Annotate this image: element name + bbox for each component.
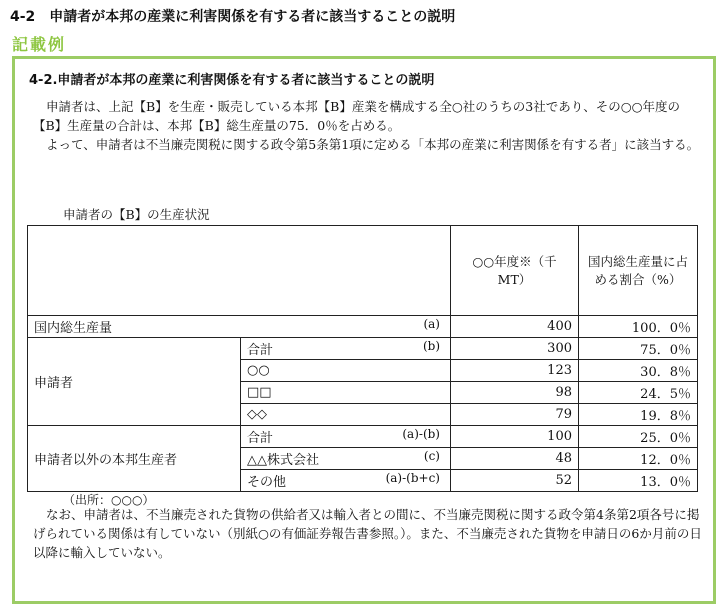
row-category-applicants: 申請者 bbox=[28, 338, 241, 426]
example-label: 記載例 bbox=[12, 35, 67, 54]
row-label-total bbox=[28, 316, 451, 338]
row-pct: 19．8％ bbox=[579, 404, 698, 426]
row-mark: (c) bbox=[423, 449, 440, 463]
row-category: 国内総生産量 bbox=[34, 321, 113, 336]
row-value: 79 bbox=[451, 404, 579, 426]
row-mark: (b) bbox=[422, 339, 440, 353]
row-sub bbox=[241, 448, 451, 470]
row-pct: 30．8％ bbox=[579, 360, 698, 382]
row-sub bbox=[241, 426, 451, 448]
row-value: 100 bbox=[451, 426, 579, 448]
row-sub bbox=[241, 338, 451, 360]
table-caption: 申請者の【B】の生産状況 bbox=[63, 207, 210, 222]
row-mark: (a)-(b) bbox=[402, 427, 440, 441]
example-box bbox=[12, 56, 716, 604]
row-pct: 13．0％ bbox=[579, 470, 698, 492]
row-value: 48 bbox=[451, 448, 579, 470]
paragraph-share: 申請者は、上記【B】を生産・販売している本邦【B】産業を構成する全○社のうちの3社であり、その○○年度の【B】生産量の合計は、本邦【B】総生産量の75．0％を占める。 bbox=[33, 99, 681, 133]
row-category-others: 申請者以外の本邦生産者 bbox=[28, 426, 241, 492]
row-pct: 100．0％ bbox=[579, 316, 698, 338]
row-sub: ○○ bbox=[241, 360, 451, 382]
table-source: （出所：○○○） bbox=[63, 493, 155, 507]
row-value: 98 bbox=[451, 382, 579, 404]
header-share: 国内総生産量に占める割合（%） bbox=[579, 226, 698, 316]
row-sub-label: △△株式会社 bbox=[247, 453, 319, 468]
row-value: 123 bbox=[451, 360, 579, 382]
paragraph-conclusion: よって、申請者は不当廉売関税に関する政令第5条第1項に定める「本邦の産業に利害関係を有する者」に該当する。 bbox=[46, 137, 700, 152]
row-value: 300 bbox=[451, 338, 579, 360]
row-sub-label: その他 bbox=[247, 475, 287, 490]
row-value: 52 bbox=[451, 470, 579, 492]
paragraph-relationship: なお、申請者は、不当廉売された貨物の供給者又は輸入者との間に、不当廉売関税に関する政令第4条第2項各号に掲げられている関係は有していない（別紙○の有価証券報告書参照。）。また、不当廉売された貨物を申請日の6か月前の日以降に輸入していない。 bbox=[33, 507, 702, 560]
row-pct: 25．0％ bbox=[579, 426, 698, 448]
row-sub: ◇◇ bbox=[241, 404, 451, 426]
table-header-row bbox=[28, 226, 698, 316]
row-sub: □□ bbox=[241, 382, 451, 404]
row-pct: 75．0％ bbox=[579, 338, 698, 360]
header-year: ○○年度※（千 MT） bbox=[451, 226, 579, 316]
row-pct: 24．5％ bbox=[579, 382, 698, 404]
section-heading: 4-2 申請者が本邦の産業に利害関係を有する者に該当することの説明 bbox=[10, 9, 456, 25]
production-table bbox=[27, 225, 698, 492]
table-header-blank bbox=[28, 226, 451, 316]
row-pct: 12．0％ bbox=[579, 448, 698, 470]
box-title: 4-2.申請者が本邦の産業に利害関係を有する者に該当することの説明 bbox=[29, 73, 435, 88]
row-sub-label: 合計 bbox=[247, 343, 274, 358]
row-mark: (a) bbox=[423, 317, 440, 331]
row-sub bbox=[241, 470, 451, 492]
row-sub-label: 合計 bbox=[247, 431, 274, 446]
table-row bbox=[28, 426, 698, 448]
table-row bbox=[28, 338, 698, 360]
table-row bbox=[28, 316, 698, 338]
row-mark: (a)-(b+c) bbox=[385, 471, 440, 485]
row-value: 400 bbox=[451, 316, 579, 338]
